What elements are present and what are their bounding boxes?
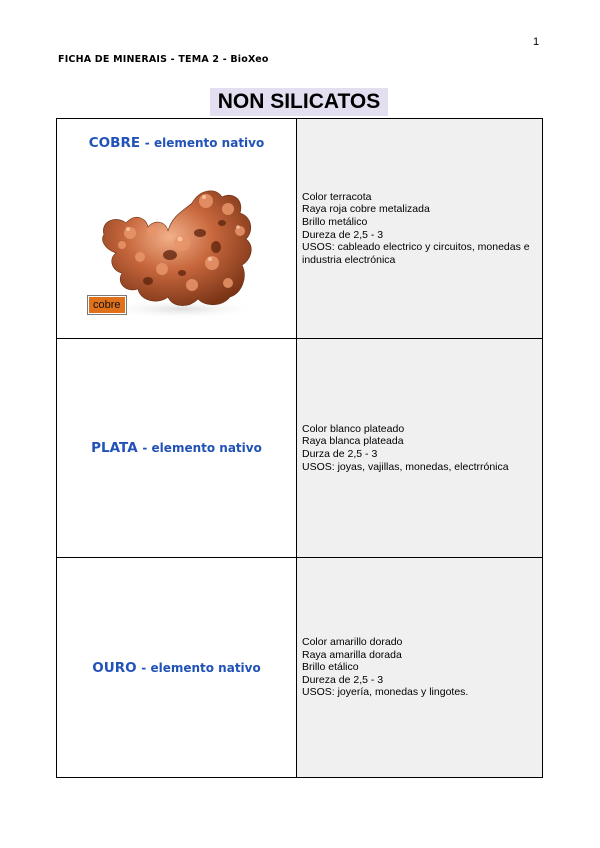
properties-list [297, 191, 542, 267]
properties-cell-ouro [297, 558, 543, 778]
mineral-name: PLATA [91, 440, 138, 456]
mineral-subtitle: elemento nativo [151, 441, 262, 455]
mineral-name: COBRE [88, 135, 141, 151]
mineral-cell-ouro [57, 558, 297, 778]
property-line: Color blanco plateado [302, 422, 405, 435]
property-line: Raya blanca plateada [302, 435, 404, 448]
mineral-row-plata [57, 339, 543, 558]
property-line: Dureza de 2,5 - 3 [302, 673, 384, 686]
page-number: 1 [533, 36, 540, 48]
property-line: Color amarillo dorado [302, 636, 403, 649]
property-line: USOS: joyería, monedas y lingotes. [302, 686, 469, 699]
property-line: Raya roja cobre metalizada [302, 203, 430, 216]
property-line: Color terracota [302, 190, 372, 203]
property-line: Durza de 2,5 - 3 [302, 448, 378, 460]
property-line: Brillo metálico [302, 215, 368, 228]
properties-cell-cobre [297, 119, 543, 339]
document-header: FICHA DE MINERAIS - TEMA 2 - BioXeo [58, 54, 269, 65]
properties-cell-plata [297, 339, 543, 558]
property-line: Brillo etálico [302, 661, 359, 674]
mineral-cell-cobre [57, 119, 297, 339]
property-line: USOS: cableado electrico y circuitos, monedas e industria electrónica [302, 241, 530, 266]
mineral-row-ouro [57, 558, 543, 778]
properties-list [297, 423, 542, 473]
minerals-table [56, 118, 543, 778]
property-line: Raya amarilla dorada [302, 648, 402, 661]
mineral-title: OURO - elemento nativo [92, 659, 261, 676]
mineral-subtitle: elemento nativo [150, 660, 261, 675]
mineral-cell-plata [57, 339, 297, 558]
mineral-title: PLATA - elemento nativo [91, 440, 262, 456]
mineral-name: OURO [92, 659, 137, 676]
mineral-subtitle: elemento nativo [153, 136, 265, 150]
property-line: Dureza de 2,5 - 3 [302, 228, 384, 241]
property-line: USOS: joyas, vajillas, monedas, electrrónica [302, 460, 509, 473]
page-title: NON SILICATOS [210, 88, 388, 116]
image-caption: cobre [87, 295, 127, 315]
mineral-row-cobre [57, 119, 543, 339]
mineral-title: COBRE - elemento nativo [88, 135, 265, 151]
properties-list [297, 636, 542, 699]
